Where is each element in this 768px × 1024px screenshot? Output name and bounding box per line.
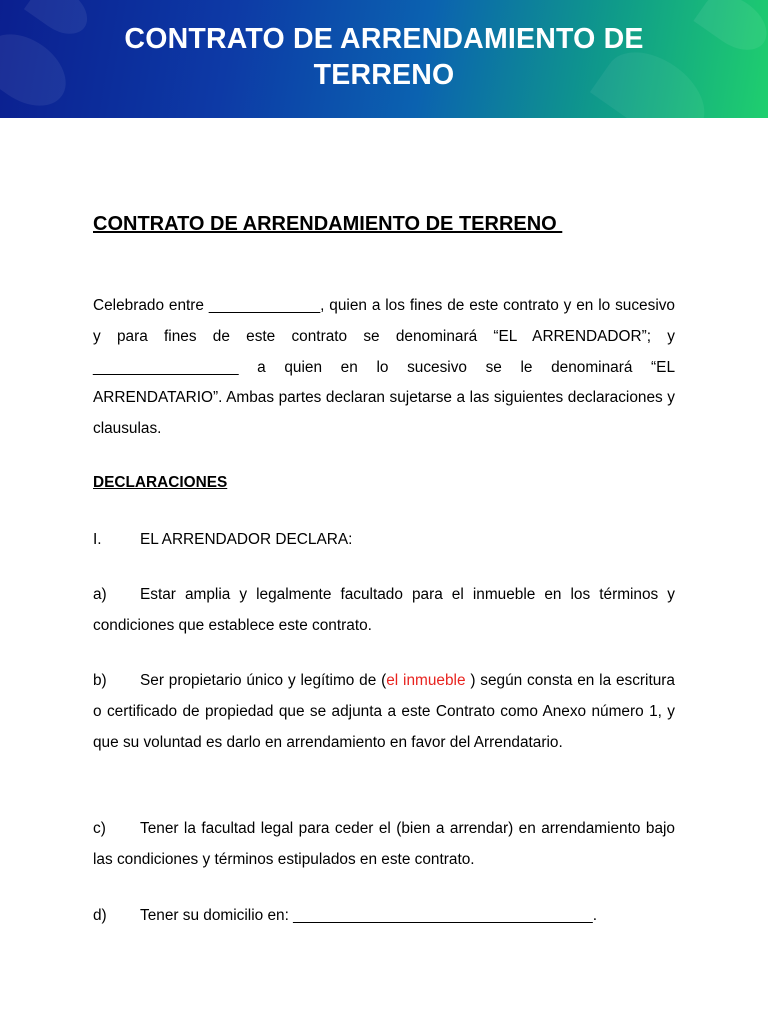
section-heading: DECLARACIONES [93, 474, 228, 491]
item-text: Estar amplia y legalmente facultado para el inmueble en los términos y condiciones que establece este contrato. [93, 586, 675, 634]
item-text-after: ) según consta en la escritura o certificado de propiedad que se adjunta a este Contrato como Anexo número 1, y que su voluntad es darlo en arrendamiento en favor del Arrendatario. [93, 672, 675, 751]
item-marker: I. [93, 531, 102, 548]
item-marker: c) [93, 820, 106, 837]
item-text: Tener la facultad legal para ceder el (bien a arrendar) en arrendamiento bajo las condiciones y términos estipulados en este contrato. [93, 820, 675, 868]
item-marker: a) [93, 586, 107, 603]
declaration-item-d [93, 901, 675, 932]
intro-paragraph: Celebrado entre _____________, quien a los fines de este contrato y en lo sucesivo y para fines de este contrato se denominará “EL ARRENDADOR”; y _________________ a quien en lo sucesivo se le denominará “EL ARRENDATARIO”. Ambas partes declaran sujetarse a las siguientes declaraciones y clausulas. [93, 297, 675, 438]
item-marker: b) [93, 672, 107, 689]
declaration-item-a [93, 580, 675, 642]
declaration-roman-item [93, 525, 675, 556]
highlighted-placeholder: el inmueble [386, 672, 466, 689]
declaration-item-b [93, 666, 675, 758]
item-marker: d) [93, 907, 107, 924]
document-title: CONTRATO DE ARRENDAMIENTO DE TERRENO [93, 213, 563, 235]
banner-title: CONTRATO DE ARRENDAMIENTO DE TERRENO [124, 23, 644, 91]
item-text: Tener su domicilio en: ___________________________________. [140, 907, 597, 924]
item-text-before: Ser propietario único y legítimo de ( [140, 672, 387, 689]
item-text: EL ARRENDADOR DECLARA: [140, 531, 353, 548]
header-banner [0, 0, 768, 118]
declaration-item-c [93, 814, 675, 876]
